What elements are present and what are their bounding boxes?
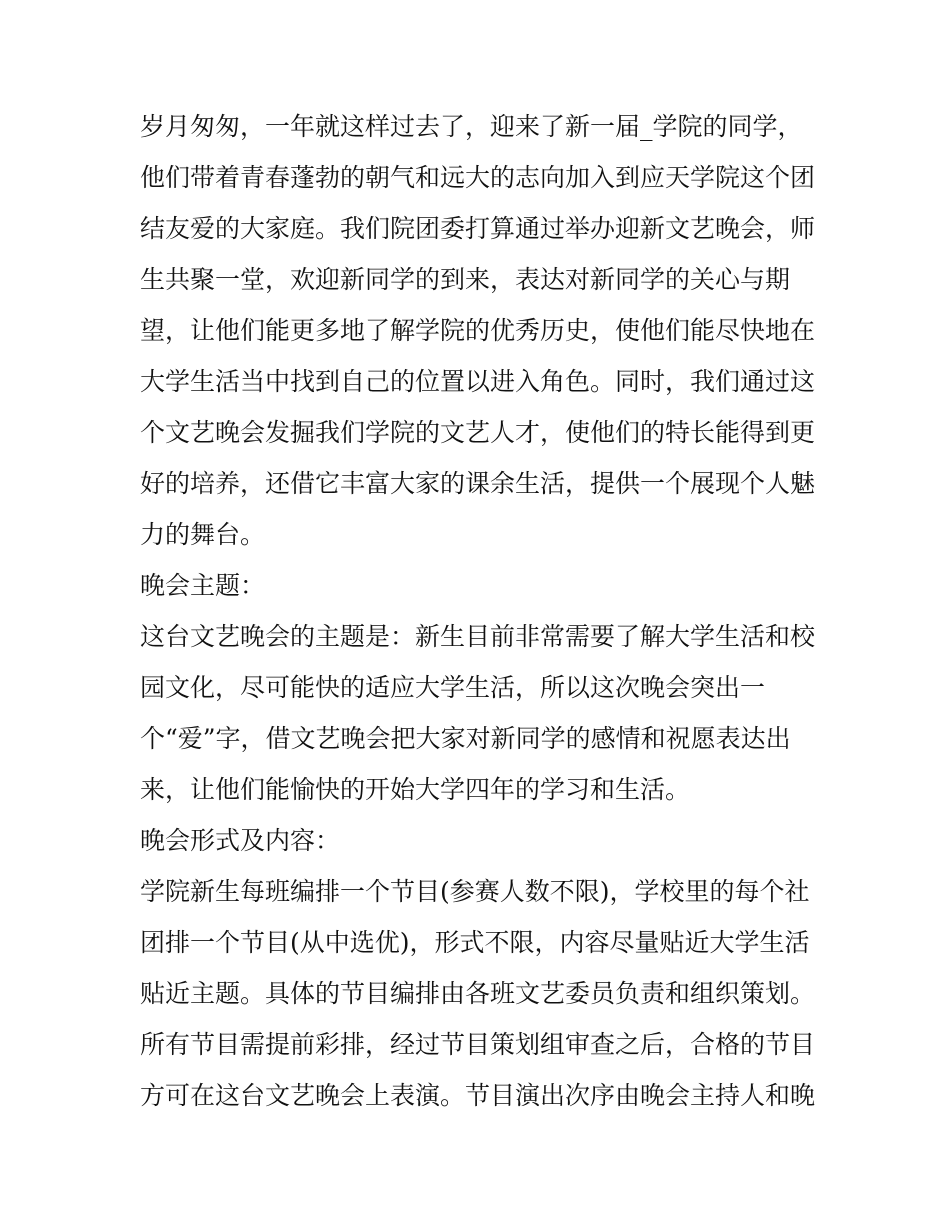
paragraph-line: 生共聚一堂，欢迎新同学的到来，表达对新同学的关心与期 — [140, 265, 791, 294]
paragraph-line: 贴近主题。具体的节目编排由各班文艺委员负责和组织策划。 — [140, 979, 816, 1008]
section-heading-format: 晚会形式及内容： — [140, 826, 341, 855]
section-heading-theme: 晚会主题： — [140, 571, 266, 600]
paragraph-line: 团排一个节目(从中选优)，形式不限，内容尽量贴近大学生活 — [140, 928, 810, 957]
paragraph-line: 个文艺晚会发掘我们学院的文艺人才，使他们的特长能得到更 — [140, 418, 816, 447]
paragraph-line: 方可在这台文艺晚会上表演。节目演出次序由晚会主持人和晚 — [140, 1081, 816, 1110]
paragraph-line: 力的舞台。 — [140, 520, 266, 549]
paragraph-line: 结友爱的大家庭。我们院团委打算通过举办迎新文艺晚会，师 — [140, 214, 816, 243]
paragraph-line: 他们带着青春蓬勃的朝气和远大的志向加入到应天学院这个团 — [140, 163, 816, 192]
paragraph-line: 这台文艺晚会的主题是：新生目前非常需要了解大学生活和校 — [140, 622, 816, 651]
paragraph-line: 来，让他们能愉快的开始大学四年的学习和生活。 — [140, 775, 691, 804]
paragraph-line: 所有节目需提前彩排，经过节目策划组审查之后，合格的节目 — [140, 1030, 816, 1059]
paragraph-line: 望，让他们能更多地了解学院的优秀历史，使他们能尽快地在 — [140, 316, 816, 345]
paragraph-line: 大学生活当中找到自己的位置以进入角色。同时，我们通过这 — [140, 367, 816, 396]
paragraph-line: 学院新生每班编排一个节目(参赛人数不限)，学校里的每个社 — [140, 877, 810, 906]
paragraph-line: 个“爱”字，借文艺晚会把大家对新同学的感情和祝愿表达出 — [140, 724, 791, 753]
paragraph-line: 好的培养，还借它丰富大家的课余生活，提供一个展现个人魅 — [140, 469, 816, 498]
paragraph-line: 园文化，尽可能快的适应大学生活，所以这次晚会突出一 — [140, 673, 766, 702]
paragraph-line: 岁月匆匆，一年就这样过去了，迎来了新一届_学院的同学， — [140, 112, 803, 141]
